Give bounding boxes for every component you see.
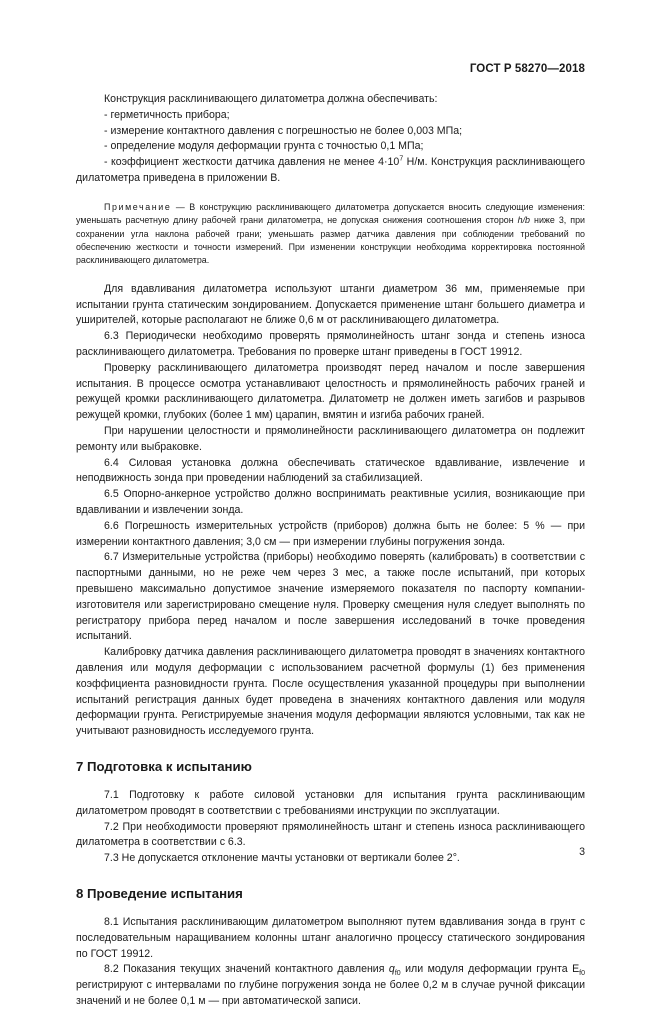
section-8-paragraph: 8.1 Испытания расклинивающим дилатометром выполняют путем вдавливания зонда в грунт с последовательным наращиванием колонны штанг аналогично процессу статического зондирования по ГОСТ 19912. [76,915,585,960]
body-paragraph: Проверку расклинивающего дилатометра производят перед началом и после завершения испытания. В процессе осмотра устанавливают целостность и прямолинейность рабочих граней и режущей кромки расклинивающего дилатометра. Дилатометр не должен иметь загибов и разрывов режущей кромки, глубоких (более 1 мм) царапин, вмятин и изгиба рабочих граней. [76,361,585,422]
e-subscript: f0 [579,970,586,978]
stiffness-exponent: 7 [399,155,404,163]
stiffness-text-b: Н/м. Конструкция расклинивающего дилатометра приведена в приложении В. [76,156,585,184]
section-7-paragraph: 7.2 При необходимости проверяют прямолинейность штанг и степень износа расклинивающего дилатометра в соответствии с 6.3. [76,820,585,849]
body-paragraph: 6.5 Опорно-анкерное устройство должно воспринимать реактивные усилия, возникающие при вдавливании и извлечении зонда. [76,488,585,516]
intro-item: - измерение контактного давления с погрешностью не более 0,003 МПа; [104,124,463,137]
body-paragraph: При нарушении целостности и прямолинейности расклинивающего дилатометра он подлежит ремонту или выбраковке. [76,424,585,453]
intro-stiffness-item [76,155,585,187]
p2-text-a: 8.2 Показания текущих значений контактного давления [104,963,389,976]
document-body [76,92,585,1010]
section-8-paragraph [76,962,585,1009]
note-text-b: ниже 3, при сохранении угла наклона рабочей грани; уменьшать размер датчика давления при соблюдении требований по обеспечению жесткости и точности измерений. При изменении конструкции необходима корректировка постоянной расклинивающего дилатометра. [76,215,585,266]
intro-item: - герметичность прибора; [104,108,230,121]
note-text-a: — В конструкцию расклинивающего дилатометра допускается вносить следующие изменения: уменьшать расчетную длину рабочей грани дилатометра, не допуская снижения соотношения сторон [76,201,585,226]
body-paragraph: 6.7 Измерительные устройства (приборы) необходимо поверять (калибровать) в соответствии с паспортными данными, но не реже чем через 3 мес, а также после испытаний, при которых превышено максимально допустимое значение измеряемого показателя по паспорту компании-изготовителя или зарегистрировано смещение нуля. Проверку смещения нуля следует выполнять по регистратору прибора перед началом и после завершения исследований в точке проведения испытаний. [76,551,585,643]
section-8-title: 8 Проведение испытания [76,885,243,901]
section-7-paragraph: 7.3 Не допускается отклонение мачты установки от вертикали более 2°. [104,852,460,865]
body-paragraph: 6.4 Силовая установка должна обеспечивать статическое вдавливание, извлечение и неподвижность зонда при проведении наблюдений за стабилизацией. [76,456,585,485]
document-id: ГОСТ Р 58270—2018 [469,63,585,75]
q-symbol: q [388,963,395,976]
body-paragraph: 6.3 Периодически необходимо проверять прямолинейность штанг зонда и степень износа расклинивающего дилатометра. Требования по проверке штанг приведены в ГОСТ 19912. [76,330,585,358]
body-paragraph: Калибровку датчика давления расклинивающего дилатометра проводят в значениях контактного давления или модуля деформации с использованием расчетной формулы (1) без применения коэффициента разновидности грунта. После осуществления указанной процедуры при выполнении испытаний регистрация данных будет проведена в значениях контактного давления или модуля деформации грунта. Регистрируемые значения модуля деформации являются условными, так как не учитывают разновидность исследуемого грунта. [76,646,585,738]
intro-lead: Конструкция расклинивающего дилатометра должна обеспечивать: [104,93,438,105]
section-7-title: 7 Подготовка к испытанию [76,758,252,774]
intro-item: - определение модуля деформации грунта с точностью 0,1 МПа; [104,140,424,153]
p2-text-c: регистрируют с интервалами по глубине погружения зонда не более 0,2 м в случае ручной фиксации значений и не более 0,1 м — при автоматической записи. [76,979,585,1007]
note-ratio: h/b [517,215,530,226]
stiffness-text-a: - коэффициент жесткости датчика давления не менее 4·10 [104,156,400,169]
page-number: 3 [579,846,585,858]
p2-text-b: или модуля деформации грунта E [400,963,580,976]
body-paragraph: 6.6 Погрешность измерительных устройств (приборов) должна быть не более: 5 % — при измерении контактного давления; 3,0 см — при измерении глубины погружения зонда. [76,519,585,548]
section-7-paragraph: 7.1 Подготовку к работе силовой установки для испытания грунта расклинивающим дилатометром проводят в соответствии с требованиями инструкции по эксплуатации. [76,788,585,817]
note-label: Примечание [104,201,172,212]
q-subscript: f0 [394,970,401,978]
body-paragraph: Для вдавливания дилатометра используют штанги диаметром 36 мм, применяемые при испытании грунта статическим зондированием. Допускается применение штанг большего диаметра и уширителей, которые располагают не ближе 0,6 м от расклинивающего дилатометра. [76,282,585,327]
note-block [76,201,585,268]
